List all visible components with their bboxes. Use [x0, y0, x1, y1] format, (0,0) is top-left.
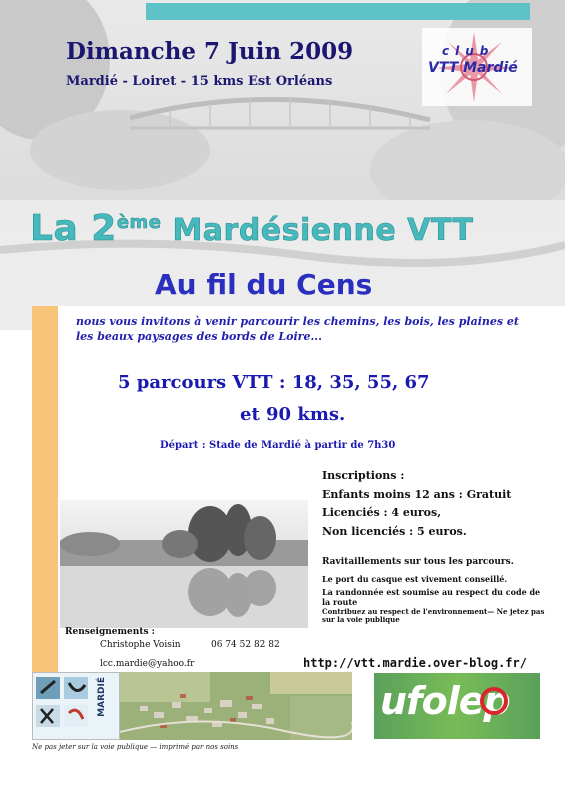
- routes-line: 5 parcours VTT : 18, 35, 55, 67: [118, 372, 430, 393]
- lake-photo: [60, 500, 308, 628]
- club-logo-word: club: [442, 44, 495, 58]
- club-logo-name: VTT Mardié: [428, 60, 518, 76]
- event-subtitle: Au fil du Cens: [155, 268, 373, 301]
- invitation-text: nous vous invitons à venir parcourir les chemins, les bois, les plaines et les beaux paysages des bords de Loire...: [76, 315, 519, 343]
- ufolep-logo: [374, 673, 540, 739]
- inscriptions-title: Inscriptions :: [322, 469, 405, 482]
- ufolep-ring-icon: [474, 681, 514, 721]
- contact-title: Renseignements :: [65, 627, 155, 637]
- contact-email[interactable]: lcc.mardie@yahoo.fr: [100, 659, 195, 669]
- departure-info: Départ : Stade de Mardié à partir de 7h30: [160, 440, 396, 451]
- title-prefix: La 2: [30, 208, 117, 249]
- aerial-village-photo: [120, 672, 352, 740]
- footer-note: Ne pas jeter sur la voie publique — imprimé par nos soins: [32, 743, 239, 751]
- event-date: Dimanche 7 Juin 2009: [66, 38, 354, 65]
- event-location: Mardié - Loiret - 15 kms Est Orléans: [66, 74, 333, 89]
- contact-name: Christophe Voisin: [100, 640, 181, 650]
- top-accent-bar: [146, 3, 530, 20]
- event-title: [30, 208, 473, 249]
- ufolep-logo-text: ufolep: [380, 679, 510, 723]
- club-vtt-mardie-logo: [422, 28, 532, 106]
- website-link[interactable]: http://vtt.mardie.over-blog.fr/: [303, 656, 527, 670]
- routes-line-continued: et 90 kms.: [240, 404, 346, 425]
- road-code-note: La randonnée est soumise au respect du code de la route: [322, 587, 541, 607]
- title-superscript: ème: [116, 212, 162, 233]
- supply-note: Ravitaillements sur tous les parcours.: [322, 557, 514, 567]
- title-rest: Mardésienne VTT: [161, 213, 474, 248]
- price-unlicensed: Non licenciés : 5 euros.: [322, 525, 467, 538]
- helmet-note: Le port du casque est vivement conseillé.: [322, 574, 508, 584]
- mardie-town-logo: [32, 672, 120, 740]
- price-children: Enfants moins 12 ans : Gratuit: [322, 488, 512, 501]
- mardie-emblem-icon: [33, 673, 93, 739]
- orange-side-bar: [32, 306, 58, 676]
- environment-note: Contribuez au respect de l'environnement— Ne jetez pas sur la voie publique: [322, 607, 545, 624]
- price-licensed: Licenciés : 4 euros,: [322, 506, 442, 519]
- mardie-logo-text: MARDIÉ: [97, 677, 107, 717]
- contact-phone: 06 74 52 82 82: [211, 640, 280, 650]
